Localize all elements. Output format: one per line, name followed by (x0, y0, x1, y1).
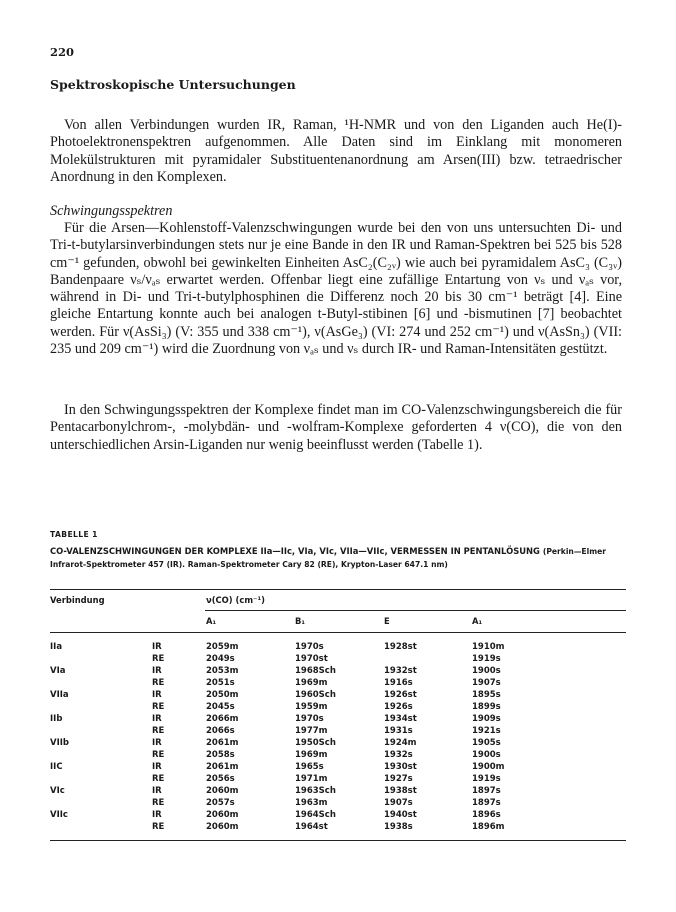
a1-second-cell: 1900s (472, 750, 501, 760)
compound-cell: VIIb (50, 738, 69, 748)
table-label: TABELLE 1 (50, 530, 98, 539)
a1-cell: 2049s (206, 654, 235, 664)
e-cell: 1930st (384, 762, 417, 772)
table-header-rule (50, 632, 626, 633)
a1-cell: 2060m (206, 822, 239, 832)
b1-cell: 1970st (295, 654, 328, 664)
b1-cell: 1970s (295, 642, 324, 652)
header-compound: Verbindung (50, 595, 105, 605)
method-cell: RE (152, 798, 165, 808)
subsection-heading: Schwingungsspektren (50, 203, 173, 219)
vib2-text: In den Schwingungsspektren der Komplexe findet man im CO-Valenzschwingungsbereich die für Pentacarbonylchrom-, -molybdän- und -wolfram-Komplexe geforderten 4 ν(CO), die von den unterschiedlichen Arsin-Liganden nur wenig beeinflusst werden (Tabelle 1). (50, 402, 622, 453)
vib1-text: Für die Arsen—Kohlenstoff-Valenzschwingungen wurde bei den von uns untersuchten Di- und Tri-t-butylarsinverbindungen stets nur je eine Bande in den IR und Raman-Spektren bei 525 bis 528 cm⁻¹ gefunden, obwohl bei gewinkelten Einheiten AsC₂(C₂ᵥ) wie auch bei pyramidalem AsC₃ (C₃ᵥ) Bandenpaare νₛ/νₐₛ erwartet werden. Offenbar liegt eine zufällige Entartung von νₛ und νₐₛ vor, während in Di- und Tri-t-butylphosphinen die Differenz noch 20 bis 30 cm⁻¹ beträgt [4]. Eine gleiche Entartung konnte auch bei analogen t-Butyl-stibinen [6] und -bismutinen [7] beobachtet werden. Für ν(AsSi₃) (V: 355 und 338 cm⁻¹), ν(AsGe₃) (VI: 274 und 252 cm⁻¹) und ν(AsSn₃) (VII: 235 und 209 cm⁻¹) wird die Zuordnung von νₐₛ und νₛ durch IR- und Raman-Intensitäten gestützt. (50, 220, 622, 358)
b1-cell: 1968Sch (295, 666, 336, 676)
header-a1: A₁ (206, 616, 217, 626)
section-heading: Spektroskopische Untersuchungen (50, 77, 296, 92)
header-b1: B₁ (295, 616, 306, 626)
method-cell: RE (152, 678, 165, 688)
a1-second-cell: 1896s (472, 810, 501, 820)
method-cell: IR (152, 690, 162, 700)
b1-cell: 1964Sch (295, 810, 336, 820)
a1-cell: 2059m (206, 642, 239, 652)
method-cell: IR (152, 762, 162, 772)
table-caption-detail: (Perkin—Elmer Infrarot-Spektrometer 457 (IR). Raman-Spektrometer Cary 82 (RE), Krypton-Laser 647.1 nm) (50, 547, 607, 569)
e-cell: 1931s (384, 726, 413, 736)
e-cell: 1928st (384, 642, 417, 652)
e-cell: 1916s (384, 678, 413, 688)
method-cell: IR (152, 738, 162, 748)
a1-cell: 2066s (206, 726, 235, 736)
compound-cell: VIa (50, 666, 66, 676)
a1-cell: 2061m (206, 738, 239, 748)
header-a1-second: A₁ (472, 616, 483, 626)
method-cell: IR (152, 666, 162, 676)
header-e: E (384, 616, 390, 626)
table-caption (50, 545, 632, 571)
a1-second-cell: 1919s (472, 654, 501, 664)
e-cell: 1932s (384, 750, 413, 760)
a1-cell: 2053m (206, 666, 239, 676)
a1-cell: 2060m (206, 786, 239, 796)
b1-cell: 1969m (295, 750, 328, 760)
a1-second-cell: 1909s (472, 714, 501, 724)
method-cell: IR (152, 810, 162, 820)
a1-second-cell: 1900s (472, 666, 501, 676)
compound-cell: IIC (50, 762, 63, 772)
e-cell: 1940st (384, 810, 417, 820)
a1-cell: 2045s (206, 702, 235, 712)
compound-cell: IIa (50, 642, 63, 652)
a1-cell: 2061m (206, 762, 239, 772)
b1-cell: 1965s (295, 762, 324, 772)
a1-second-cell: 1921s (472, 726, 501, 736)
method-cell: RE (152, 822, 165, 832)
b1-cell: 1964st (295, 822, 328, 832)
a1-second-cell: 1919s (472, 774, 501, 784)
a1-second-cell: 1899s (472, 702, 501, 712)
a1-second-cell: 1907s (472, 678, 501, 688)
e-cell: 1932st (384, 666, 417, 676)
b1-cell: 1963m (295, 798, 328, 808)
intro-text: Von allen Verbindungen wurden IR, Raman, ¹H-NMR und von den Liganden auch He(I)-Photoelektronenspektren aufgenommen. Alle Daten sind im Einklang mit monomeren Molekülstrukturen mit pyramidaler Substituentenanordnung am Arsen(III) bzw. tetraedrischer Anordnung in den Komplexen. (50, 117, 622, 185)
compound-cell: VIc (50, 786, 65, 796)
table-top-rule (50, 589, 626, 590)
e-cell: 1938s (384, 822, 413, 832)
method-cell: IR (152, 642, 162, 652)
table-caption-main: CO-VALENZSCHWINGUNGEN DER KOMPLEXE IIa—IIc, VIa, VIc, VIIa—VIIc, VERMESSEN IN PENTANLÖSUNG (50, 546, 540, 556)
a1-second-cell: 1897s (472, 786, 501, 796)
table-bottom-rule (50, 840, 626, 841)
a1-second-cell: 1900m (472, 762, 505, 772)
intro-paragraph (50, 117, 622, 186)
method-cell: RE (152, 750, 165, 760)
vibration-paragraph-1 (50, 220, 622, 358)
method-cell: IR (152, 714, 162, 724)
e-cell: 1927s (384, 774, 413, 784)
method-cell: IR (152, 786, 162, 796)
b1-cell: 1977m (295, 726, 328, 736)
method-cell: RE (152, 726, 165, 736)
method-cell: RE (152, 702, 165, 712)
a1-cell: 2057s (206, 798, 235, 808)
a1-cell: 2058s (206, 750, 235, 760)
a1-second-cell: 1910m (472, 642, 505, 652)
method-cell: RE (152, 774, 165, 784)
a1-cell: 2050m (206, 690, 239, 700)
method-cell: RE (152, 654, 165, 664)
e-cell: 1938st (384, 786, 417, 796)
e-cell: 1926s (384, 702, 413, 712)
vibration-paragraph-2 (50, 402, 622, 454)
e-cell: 1926st (384, 690, 417, 700)
b1-cell: 1971m (295, 774, 328, 784)
a1-cell: 2051s (206, 678, 235, 688)
a1-second-cell: 1896m (472, 822, 505, 832)
e-cell: 1907s (384, 798, 413, 808)
b1-cell: 1950Sch (295, 738, 336, 748)
compound-cell: VIIa (50, 690, 69, 700)
compound-cell: IIb (50, 714, 63, 724)
b1-cell: 1959m (295, 702, 328, 712)
b1-cell: 1969m (295, 678, 328, 688)
a1-second-cell: 1897s (472, 798, 501, 808)
a1-second-cell: 1895s (472, 690, 501, 700)
b1-cell: 1963Sch (295, 786, 336, 796)
page-number: 220 (50, 45, 75, 59)
a1-cell: 2066m (206, 714, 239, 724)
a1-cell: 2056s (206, 774, 235, 784)
a1-second-cell: 1905s (472, 738, 501, 748)
compound-cell: VIIc (50, 810, 68, 820)
e-cell: 1924m (384, 738, 417, 748)
table-group-rule (205, 610, 626, 611)
b1-cell: 1960Sch (295, 690, 336, 700)
a1-cell: 2060m (206, 810, 239, 820)
header-group: ν(CO) (cm⁻¹) (206, 595, 265, 605)
e-cell: 1934st (384, 714, 417, 724)
b1-cell: 1970s (295, 714, 324, 724)
